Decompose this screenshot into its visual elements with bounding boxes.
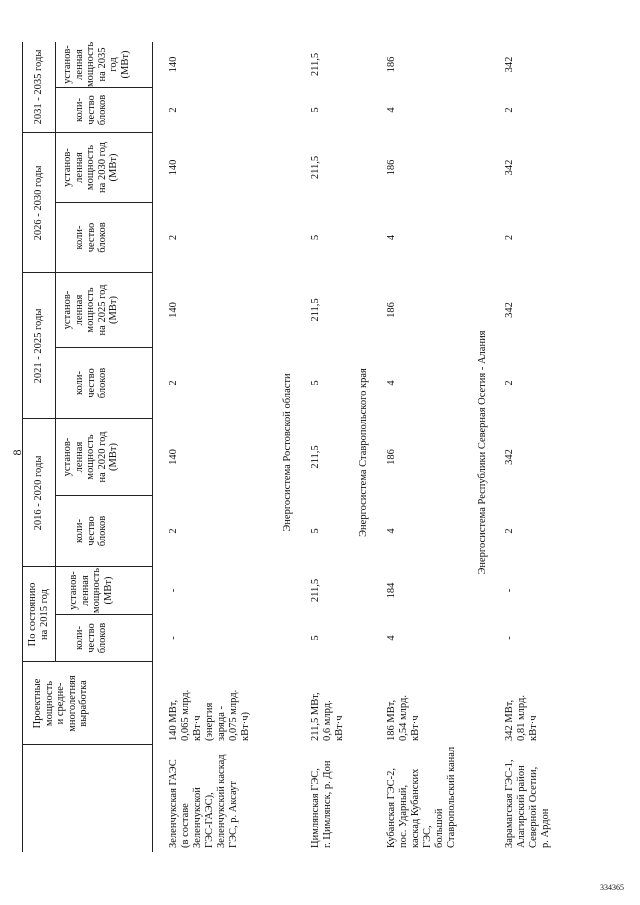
hc-2025-l2: чество	[85, 368, 97, 398]
cell-cap-2030: 342	[504, 159, 515, 176]
design-line: 0,54 млрд.	[398, 695, 409, 741]
cell-count-2015: -	[168, 636, 179, 640]
hp-2030-l3: мощность	[85, 144, 96, 191]
design-line: кВт·ч	[334, 715, 345, 741]
hp-2030-l1: установ-	[62, 148, 73, 187]
cell-cap-2030: 186	[386, 159, 397, 176]
cell-count-2030: 2	[168, 234, 179, 241]
header-design	[32, 663, 90, 744]
cell-cap-2020: 140	[168, 449, 179, 465]
hp-2015-l3: мощность	[91, 567, 102, 614]
hp-2030-l2: ленная	[73, 152, 85, 183]
cell-count-2020: 4	[386, 528, 397, 534]
rule-group-bottom	[55, 42, 56, 662]
page-number: 8	[10, 449, 24, 456]
station-name-line: (в составе Зеленчукской	[180, 787, 203, 848]
hc-2020-l1: коли-	[74, 518, 85, 544]
design-line: 140 МВт,	[168, 699, 179, 741]
cell-count-2035: 5	[310, 107, 321, 113]
section-heading: Энергосистема Ставропольского края	[358, 368, 369, 537]
station-name-line: Кубанская ГЭС-2,	[386, 767, 397, 848]
hp-2025-l5: (МВт)	[108, 296, 119, 324]
hp-2035-l3: мощность	[85, 41, 96, 87]
hp-2035-l1: установ-	[62, 45, 73, 84]
design-line: 186 МВт,	[386, 699, 397, 741]
header-2015-l1: По состоянию	[27, 582, 38, 647]
header-2031-2035: 2031 - 2035 годы	[33, 49, 44, 125]
table-row	[386, 745, 458, 848]
doc-code-wrap	[600, 883, 640, 897]
header-cap-2035	[62, 42, 131, 87]
cell-count-2020: 5	[310, 528, 321, 534]
design-line: 0,075 млрд.	[228, 689, 239, 741]
hc-2030-l2: чество	[85, 222, 97, 253]
design-line: 211,5 МВт,	[310, 692, 321, 741]
header-design-l5: выработка	[78, 680, 89, 727]
station-name-line: Алагирский район	[516, 765, 527, 848]
cell-cap-2025: 342	[504, 302, 515, 318]
station-name-line: пос. Ударный,	[398, 784, 409, 848]
rule-top	[22, 42, 23, 852]
design-line: (энергия	[204, 702, 215, 741]
cell-cap-2035: 211,5	[310, 52, 321, 77]
header-count-2035	[74, 88, 109, 132]
hp-2020-l5: (МВт)	[108, 443, 119, 471]
cell-cap-2015: -	[168, 588, 179, 593]
cell-count-2030: 2	[504, 234, 515, 241]
header-count-2015	[74, 615, 109, 661]
cell-cap-2015: -	[504, 588, 515, 593]
design-line: 0,81 млрд.	[516, 695, 527, 741]
cell-count-2020: 2	[504, 528, 515, 534]
rule-header-bottom	[152, 42, 153, 852]
station-name-line: ГЭС, р. Аксаут	[228, 781, 239, 848]
station-name-line: р. Ардон	[540, 808, 551, 848]
design-capacity	[168, 663, 252, 741]
cell-count-2025: 5	[310, 380, 321, 386]
hp-2015-l4: (МВт)	[102, 576, 114, 605]
cell-count-2025: 2	[168, 380, 179, 386]
hc-2020-l2: чество	[85, 516, 97, 546]
cell-count-2035: 4	[386, 107, 397, 113]
hc-2030-l1: коли-	[74, 225, 85, 250]
hc-2015-l1: коли-	[74, 625, 85, 651]
cell-cap-2030: 211,5	[310, 155, 321, 180]
hc-2025-l1: коли-	[74, 370, 85, 396]
section-heading: Энергосистема Республики Северная Осетия - Алания	[477, 330, 488, 575]
cell-count-2015: -	[504, 636, 515, 640]
hc-2035-l2: чество	[85, 95, 97, 125]
cell-cap-2025: 140	[168, 302, 179, 318]
header-2021-2025: 2021 - 2025 годы	[33, 308, 44, 384]
station-name-line: Северной Осетии,	[528, 766, 539, 848]
station-name-line: Ставропольский канал	[446, 746, 457, 848]
design-capacity	[310, 663, 346, 741]
hp-2025-l2: ленная	[73, 294, 85, 326]
hp-2025-l4: на 2025 год	[96, 284, 108, 336]
hp-2030-l5: (МВт)	[108, 153, 119, 182]
station-name-line: Зарамагская ГЭС-1,	[504, 759, 515, 848]
hp-2035-l5: (МВт)	[119, 50, 131, 79]
station-name-line: Зеленчукская ГАЭС	[168, 759, 179, 848]
design-line: заряда -	[216, 705, 227, 741]
header-cap-2015	[68, 567, 114, 614]
header-design-l4: многолетняя	[66, 675, 78, 732]
header-2016-2020: 2016 - 2020 годы	[33, 455, 44, 531]
header-design-l1: Проектные	[32, 678, 43, 729]
cell-cap-2015: 184	[386, 582, 397, 599]
hc-2015-l2: чество	[85, 623, 97, 653]
station-name-line: Зеленчукский каскад	[216, 754, 227, 848]
header-cap-2025	[62, 273, 120, 347]
cell-count-2020: 2	[168, 528, 179, 534]
cell-count-2035: 2	[504, 107, 515, 113]
table-row	[168, 745, 240, 848]
hp-2020-l3: мощность	[85, 434, 96, 480]
cell-cap-2015: 211,5	[310, 578, 321, 603]
design-line: 342 МВт,	[504, 699, 515, 741]
station-name-line: г. Цимлянск, р. Дон	[322, 760, 333, 848]
hc-2025-l3: блоков	[97, 367, 108, 399]
station-name-line: каскад Кубанских ГЭС,	[410, 768, 433, 848]
cell-cap-2020: 186	[386, 449, 397, 465]
cell-count-2025: 4	[386, 380, 397, 386]
rule-col-3	[22, 661, 152, 662]
station-name-line: ГЭС-ГАЭС),	[204, 792, 215, 848]
station-name-line: большой	[434, 808, 445, 848]
cell-cap-2020: 342	[504, 449, 515, 465]
header-count-2020	[74, 496, 109, 566]
table-row	[310, 745, 334, 848]
hp-2025-l1: установ-	[62, 290, 73, 330]
cell-cap-2020: 211,5	[310, 445, 321, 469]
cell-count-2030: 4	[386, 234, 397, 241]
cell-count-2015: 4	[386, 635, 397, 641]
cell-cap-2035: 342	[504, 56, 515, 73]
cell-count-2030: 5	[310, 234, 321, 241]
header-cap-2020	[62, 419, 120, 495]
station-name-line: Цимлянская ГЭС,	[310, 768, 321, 848]
cell-count-2035: 2	[168, 107, 179, 113]
hp-2025-l3: мощность	[85, 287, 96, 333]
cell-cap-2030: 140	[168, 159, 179, 176]
header-2026-2030: 2026 - 2030 годы	[33, 165, 44, 241]
hc-2020-l3: блоков	[97, 515, 108, 547]
table-row	[504, 745, 552, 848]
hp-2035-l4: на 2035 год	[96, 47, 119, 82]
cell-cap-2035: 140	[168, 56, 179, 73]
header-cap-2030	[62, 133, 120, 202]
cell-cap-2025: 211,5	[310, 298, 321, 322]
hp-2030-l4: на 2030 год	[96, 142, 108, 193]
doc-code: 334365	[600, 883, 624, 892]
hp-2015-l1: установ-	[68, 571, 79, 610]
section-heading: Энергосистема Ростовской области	[282, 373, 293, 532]
hc-2035-l3: блоков	[97, 94, 108, 126]
header-2015	[27, 568, 50, 661]
design-line: 0,6 млрд.	[322, 700, 333, 741]
design-line: кВт·ч	[192, 715, 203, 741]
hc-2030-l3: блоков	[97, 222, 108, 253]
hp-2020-l1: установ-	[62, 437, 73, 477]
design-capacity	[386, 663, 422, 741]
hp-2035-l2: ленная	[73, 49, 85, 80]
design-capacity	[504, 663, 540, 741]
header-2015-l2: на 2015 год	[38, 589, 50, 640]
design-line: кВт·ч	[528, 715, 539, 741]
rule-col-2	[22, 744, 152, 745]
cell-cap-2025: 186	[386, 302, 397, 318]
header-count-2030	[74, 203, 109, 272]
design-line: 0,065 млрд.	[180, 689, 191, 741]
design-line: кВт·ч	[410, 715, 421, 741]
header-design-l2: мощность	[43, 680, 55, 727]
cell-count-2015: 5	[310, 635, 321, 641]
cell-cap-2035: 186	[386, 56, 397, 73]
hc-2035-l1: коли-	[74, 97, 85, 123]
hp-2020-l4: на 2020 год	[96, 431, 108, 483]
hc-2015-l3: блоков	[97, 622, 108, 654]
design-line: кВт·ч)	[240, 712, 251, 741]
cell-count-2025: 2	[504, 380, 515, 386]
hp-2020-l2: ленная	[73, 441, 85, 473]
hp-2015-l2: ленная	[79, 575, 91, 606]
header-design-l3: и средне-	[55, 682, 66, 725]
header-count-2025	[74, 348, 109, 418]
